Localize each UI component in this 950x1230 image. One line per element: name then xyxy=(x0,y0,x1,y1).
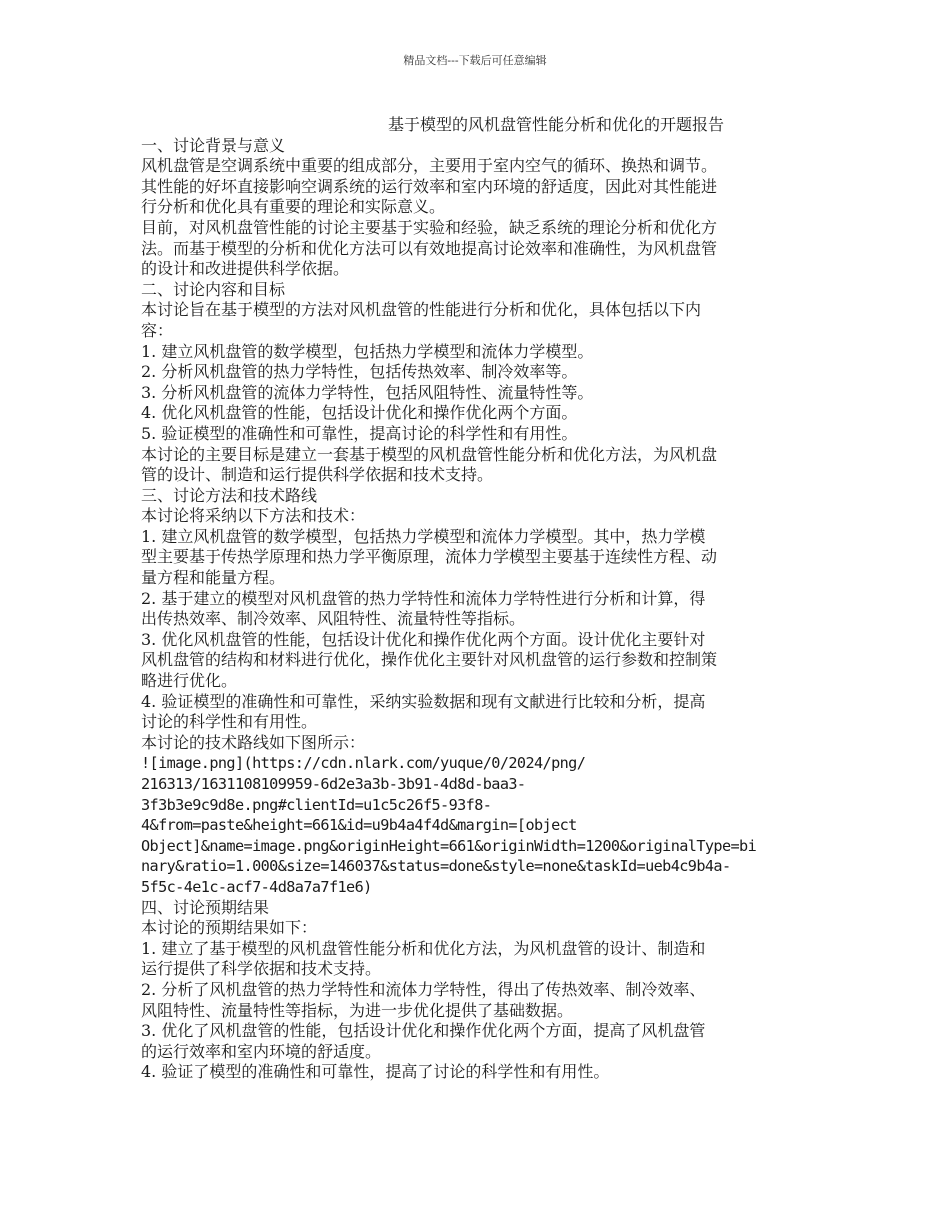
paragraph-line: 运行提供了科学依据和技术支持。 xyxy=(141,959,382,979)
document-body xyxy=(141,115,821,1083)
paragraph-line: 本讨论旨在基于模型的方法对风机盘管的性能进行分析和优化，具体包括以下内 xyxy=(141,300,702,320)
paragraph-line: 容： xyxy=(141,320,174,340)
paragraph-line: 3. 优化风机盘管的性能，包括设计优化和操作优化两个方面。设计优化主要针对 xyxy=(141,629,706,649)
paragraph-line: 四、讨论预期结果 xyxy=(141,897,270,917)
paragraph-line: 风阻特性、流量特性等指标，为进一步优化提供了基础数据。 xyxy=(141,1000,574,1020)
paragraph-line: 讨论的科学性和有用性。 xyxy=(141,712,318,732)
paragraph-line: 3. 优化了风机盘管的性能，包括设计优化和操作优化两个方面，提高了风机盘管 xyxy=(141,1021,706,1041)
paragraph-line: 的运行效率和室内环境的舒适度。 xyxy=(141,1041,382,1061)
paragraph-line: 3. 分析风机盘管的流体力学特性，包括风阻特性、流量特性等。 xyxy=(141,382,594,402)
paragraph-line: 1. 建立风机盘管的数学模型，包括热力学模型和流体力学模型。其中，热力学模 xyxy=(141,526,706,546)
paragraph-line: 目前，对风机盘管性能的讨论主要基于实验和经验，缺乏系统的理论分析和优化方 xyxy=(141,217,718,237)
paragraph-line: 法。而基于模型的分析和优化方法可以有效地提高讨论效率和准确性，为风机盘管 xyxy=(141,238,718,258)
paragraph-line: 2. 分析了风机盘管的热力学特性和流体力学特性，得出了传热效率、制冷效率、 xyxy=(141,979,706,999)
paragraph-line: 其性能的好坏直接影响空调系统的运行效率和室内环境的舒适度，因此对其性能进 xyxy=(141,176,718,196)
paragraph-line: 1. 建立风机盘管的数学模型，包括热力学模型和流体力学模型。 xyxy=(141,341,594,361)
paragraph-line: 2. 基于建立的模型对风机盘管的热力学特性和流体力学特性进行分析和计算，得 xyxy=(141,588,706,608)
paragraph-line: 4. 验证模型的准确性和可靠性，采纳实验数据和现有文献进行比较和分析，提高 xyxy=(141,691,706,711)
paragraph-line: 行分析和优化具有重要的理论和实际意义。 xyxy=(141,197,446,217)
paragraph-line: 风机盘管是空调系统中重要的组成部分，主要用于室内空气的循环、换热和调节。 xyxy=(141,156,718,176)
paragraph-line: 出传热效率、制冷效率、风阻特性、流量特性等指标。 xyxy=(141,609,526,629)
paragraph-line: 三、讨论方法和技术路线 xyxy=(141,485,318,505)
paragraph-line: 二、讨论内容和目标 xyxy=(141,279,286,299)
paragraph-line: 本讨论的预期结果如下： xyxy=(141,918,318,938)
paragraph-line: 型主要基于传热学原理和热力学平衡原理，流体力学模型主要基于连续性方程、动 xyxy=(141,547,718,567)
image-link-text-line: ![image.png](https://cdn.nlark.com/yuque/0/2024/png/ xyxy=(141,754,586,773)
image-link-text-line: 3f3b3e9c9d8e.png#clientId=u1c5c26f5-93f8- xyxy=(141,795,492,814)
paragraph-line: 1. 建立了基于模型的风机盘管性能分析和优化方法，为风机盘管的设计、制造和 xyxy=(141,938,706,958)
paragraph-line: 本讨论的技术路线如下图所示： xyxy=(141,732,366,752)
document-title: 基于模型的风机盘管性能分析和优化的开题报告 xyxy=(388,115,725,134)
image-link-text-line: 216313/1631108109959-6d2e3a3b-3b91-4d8d-baa3- xyxy=(141,775,526,793)
paragraph-line: 本讨论的主要目标是建立一套基于模型的风机盘管性能分析和优化方法，为风机盘 xyxy=(141,444,718,464)
paragraph-line: 略进行优化。 xyxy=(141,671,238,691)
image-link-text-line: 5f5c-4e1c-acf7-4d8a7a7f1e6) xyxy=(141,877,372,896)
image-link-text-line: 4&from=paste&height=661&id=u9b4a4f4d&margin=[object xyxy=(141,816,577,835)
paragraph-line: 风机盘管的结构和材料进行优化，操作优化主要针对风机盘管的运行参数和控制策 xyxy=(141,650,718,670)
paragraph-line: 量方程和能量方程。 xyxy=(141,568,286,588)
image-link-text-line: Object]&name=image.png&originHeight=661&originWidth=1200&originalType=bi xyxy=(141,836,757,855)
paragraph-line: 4. 验证了模型的准确性和可靠性，提高了讨论的科学性和有用性。 xyxy=(141,1062,610,1082)
image-link-text-line: nary&ratio=1.000&size=146037&status=done&style=none&taskId=ueb4c9b4a- xyxy=(141,857,731,876)
paragraph-line: 管的设计、制造和运行提供科学依据和技术支持。 xyxy=(141,465,494,485)
paragraph-line: 2. 分析风机盘管的热力学特性，包括传热效率、制冷效率等。 xyxy=(141,362,578,382)
paragraph-line: 4. 优化风机盘管的性能，包括设计优化和操作优化两个方面。 xyxy=(141,403,578,423)
paragraph-line: 本讨论将采纳以下方法和技术： xyxy=(141,506,366,526)
paragraph-line: 一、讨论背景与意义 xyxy=(141,135,286,155)
page-header-watermark: 精品文档---下载后可任意编辑 xyxy=(403,54,547,67)
paragraph-line: 的设计和改进提供科学依据。 xyxy=(141,259,350,279)
paragraph-line: 5. 验证模型的准确性和可靠性，提高讨论的科学性和有用性。 xyxy=(141,423,578,443)
